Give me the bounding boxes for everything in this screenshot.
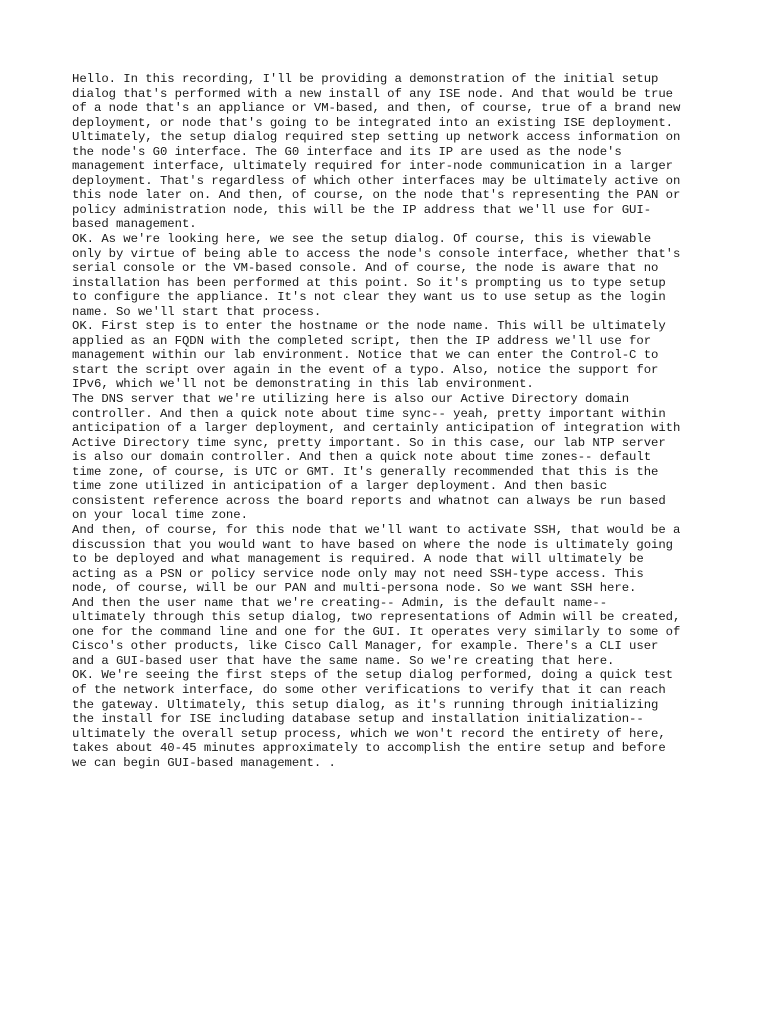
text-line: to configure the appliance. It's not clear they want us to use setup as the login [72, 290, 666, 305]
text-line: we can begin GUI-based management. . [72, 755, 336, 770]
text-line: consistent reference across the board reports and whatnot can always be run based [72, 493, 666, 508]
text-line: Active Directory time sync, pretty important. So in this case, our lab NTP server [72, 435, 666, 450]
text-line: one for the command line and one for the GUI. It operates very similarly to some of [72, 624, 681, 639]
text-line: Hello. In this recording, I'll be providing a demonstration of the initial setup [72, 72, 659, 86]
text-line: on your local time zone. [72, 508, 248, 523]
text-line: applied as an FQDN with the completed script, then the IP address we'll use for [72, 333, 652, 348]
text-line: discussion that you would want to have based on where the node is ultimately going [72, 537, 674, 552]
text-line: Ultimately, the setup dialog required step setting up network access information on [72, 130, 681, 145]
text-line: start the script over again in the event of a typo. Also, notice the support for [72, 362, 659, 377]
text-line: takes about 40-45 minutes approximately to accomplish the entire setup and before [72, 741, 666, 756]
text-line: based management. [72, 217, 197, 232]
text-line: policy administration node, this will be the IP address that we'll use for GUI- [72, 202, 652, 217]
text-line: deployment, or node that's going to be integrated into an existing ISE deployment. [72, 115, 674, 130]
text-line: The DNS server that we're utilizing here is also our Active Directory domain [72, 392, 630, 407]
text-line: ultimately the overall setup process, which we won't record the entirety of here, [72, 726, 666, 741]
text-line: management within our lab environment. Notice that we can enter the Control-C to [72, 348, 659, 363]
text-line: to be deployed and what management is required. A node that will ultimately be [72, 552, 644, 567]
text-line: OK. First step is to enter the hostname or the node name. This will be ultimately [72, 319, 666, 334]
document-page [72, 72, 712, 770]
text-line: only by virtue of being able to access the node's console interface, whether that's [72, 246, 681, 261]
text-line: installation has been performed at this point. So it's prompting us to type setup [72, 275, 666, 290]
text-line: time zone, of course, is UTC or GMT. It's generally recommended that this is the [72, 464, 659, 479]
text-line: management interface, ultimately required for inter-node communication in a larger [72, 159, 674, 174]
text-line: serial console or the VM-based console. And of course, the node is aware that no [72, 261, 659, 276]
text-line: anticipation of a larger deployment, and certainly anticipation of integration with [72, 421, 681, 436]
text-line: dialog that's performed with a new install of any ISE node. And that would be true [72, 86, 674, 101]
text-line: controller. And then a quick note about time sync-- yeah, pretty important within [72, 406, 666, 421]
text-line: deployment. That's regardless of which other interfaces may be ultimately active on [72, 173, 681, 188]
text-line: and a GUI-based user that have the same name. So we're creating that here. [72, 653, 615, 668]
text-line: IPv6, which we'll not be demonstrating in this lab environment. [72, 377, 534, 392]
text-line: Cisco's other products, like Cisco Call Manager, for example. There's a CLI user [72, 639, 659, 654]
text-line: ultimately through this setup dialog, two representations of Admin will be created, [72, 610, 681, 625]
text-line: is also our domain controller. And then a quick note about time zones-- default [72, 450, 652, 465]
text-line: the gateway. Ultimately, this setup dialog, as it's running through initializing [72, 697, 659, 712]
text-line: OK. As we're looking here, we see the setup dialog. Of course, this is viewable [72, 232, 652, 247]
text-line: of the network interface, do some other verifications to verify that it can reach [72, 682, 666, 697]
text-line: the install for ISE including database setup and installation initialization-- [72, 712, 644, 727]
text-line: And then the user name that we're creating-- Admin, is the default name-- [72, 595, 608, 610]
text-line: node, of course, will be our PAN and multi-persona node. So we want SSH here. [72, 581, 637, 596]
text-line: this node later on. And then, of course, on the node that's representing the PAN or [72, 188, 681, 203]
text-line: And then, of course, for this node that we'll want to activate SSH, that would be a [72, 522, 681, 537]
text-line: OK. We're seeing the first steps of the setup dialog performed, doing a quick test [72, 668, 674, 683]
text-line: of a node that's an appliance or VM-based, and then, of course, true of a brand new [72, 101, 681, 116]
text-line: acting as a PSN or policy service node only may not need SSH-type access. This [72, 566, 644, 581]
text-line: name. So we'll start that process. [72, 304, 322, 319]
text-line: the node's G0 interface. The G0 interface and its IP are used as the node's [72, 144, 622, 159]
text-line: time zone utilized in anticipation of a larger deployment. And then basic [72, 479, 608, 494]
